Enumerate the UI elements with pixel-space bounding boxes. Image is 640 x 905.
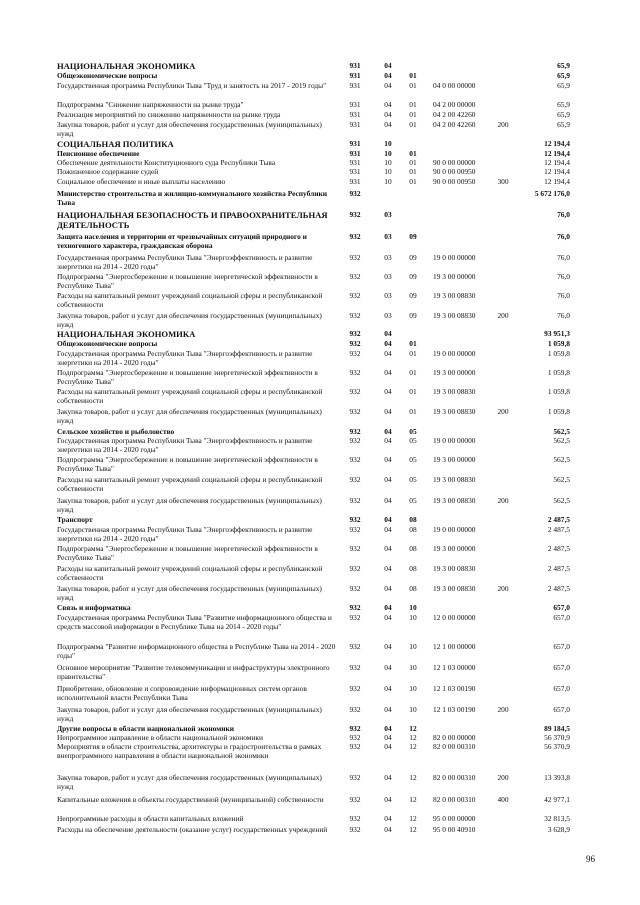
section-code: 03 bbox=[384, 210, 392, 219]
amount: 1 059,8 bbox=[547, 368, 570, 377]
row-name: Капитальные вложения в объекты государственной (муниципальной) собственности bbox=[57, 795, 324, 804]
department-code: 931 bbox=[349, 120, 361, 129]
target-item-code: 19 3 00 00000 bbox=[433, 455, 476, 464]
amount: 65,9 bbox=[557, 120, 570, 129]
section-code: 04 bbox=[384, 544, 392, 553]
section-code: 04 bbox=[384, 663, 392, 672]
amount: 657,0 bbox=[553, 642, 570, 651]
department-code: 931 bbox=[349, 71, 361, 80]
subsection-code: 01 bbox=[409, 81, 417, 90]
section-code: 10 bbox=[384, 177, 392, 186]
amount: 12 194,4 bbox=[544, 177, 570, 186]
section-code: 04 bbox=[384, 100, 392, 109]
department-code: 932 bbox=[349, 232, 361, 241]
expense-type-code: 200 bbox=[497, 311, 509, 320]
target-item-code: 12 0 00 00000 bbox=[433, 613, 476, 622]
row-name: Подпрограмма "Развитие информационного общества в Республике Тыва на 2014 - 2020 годы" bbox=[57, 642, 336, 660]
amount: 562,5 bbox=[553, 455, 570, 464]
target-item-code: 90 0 00 00950 bbox=[433, 177, 476, 186]
subsection-code: 05 bbox=[409, 427, 417, 436]
row-name: Государственная программа Республики Тыва "Труд и занятость на 2017 - 2019 годы" bbox=[57, 81, 327, 90]
amount: 657,0 bbox=[553, 603, 570, 612]
section-code: 03 bbox=[384, 311, 392, 320]
amount: 42 977,1 bbox=[544, 795, 570, 804]
amount: 657,0 bbox=[553, 684, 570, 693]
department-code: 932 bbox=[349, 329, 361, 338]
department-code: 932 bbox=[349, 427, 361, 436]
row-name: Подпрограмма "Снижение напряженности на рынке труда" bbox=[57, 100, 244, 109]
department-code: 932 bbox=[349, 496, 361, 505]
section-code: 04 bbox=[384, 642, 392, 651]
target-item-code: 12 1 00 00000 bbox=[433, 642, 476, 651]
department-code: 932 bbox=[349, 684, 361, 693]
department-code: 931 bbox=[349, 110, 361, 119]
target-item-code: 19 0 00 00000 bbox=[433, 436, 476, 445]
subsection-code: 12 bbox=[409, 814, 417, 823]
amount: 657,0 bbox=[553, 613, 570, 622]
row-name: НАЦИОНАЛЬНАЯ БЕЗОПАСНОСТЬ И ПРАВООХРАНИТЕЛЬНАЯ ДЕЯТЕЛЬНОСТЬ bbox=[57, 210, 328, 230]
amount: 76,0 bbox=[557, 232, 570, 241]
section-code: 04 bbox=[384, 525, 392, 534]
row-name: Социальное обеспечение и иные выплаты населению bbox=[57, 177, 226, 186]
target-item-code: 19 0 00 00000 bbox=[433, 253, 476, 262]
row-name: Расходы на капитальный ремонт учреждений социальной сферы и республиканской собственности bbox=[57, 291, 323, 309]
section-code: 04 bbox=[384, 81, 392, 90]
amount: 5 672 176,0 bbox=[534, 189, 570, 198]
department-code: 931 bbox=[349, 177, 361, 186]
department-code: 932 bbox=[349, 253, 361, 262]
row-name: НАЦИОНАЛЬНАЯ ЭКОНОМИКА bbox=[57, 61, 196, 71]
subsection-code: 12 bbox=[409, 795, 417, 804]
row-name: Обеспечение деятельности Конституционного суда Республики Тыва bbox=[57, 158, 276, 167]
amount: 65,9 bbox=[557, 100, 570, 109]
row-name: Непрограммное направление в области национальной экономики bbox=[57, 733, 263, 742]
subsection-code: 01 bbox=[409, 407, 417, 416]
subsection-code: 12 bbox=[409, 742, 417, 751]
department-code: 931 bbox=[349, 81, 361, 90]
target-item-code: 19 3 00 08830 bbox=[433, 496, 476, 505]
amount: 2 487,5 bbox=[547, 544, 570, 553]
section-code: 10 bbox=[384, 149, 392, 158]
amount: 562,5 bbox=[553, 436, 570, 445]
department-code: 932 bbox=[349, 475, 361, 484]
department-code: 932 bbox=[349, 825, 361, 834]
subsection-code: 08 bbox=[409, 584, 417, 593]
department-code: 932 bbox=[349, 724, 361, 733]
target-item-code: 04 2 00 42260 bbox=[433, 120, 476, 129]
subsection-code: 09 bbox=[409, 311, 417, 320]
section-code: 04 bbox=[384, 814, 392, 823]
subsection-code: 01 bbox=[409, 339, 417, 348]
target-item-code: 04 2 00 42260 bbox=[433, 110, 476, 119]
row-name: Расходы на обеспечение деятельности (оказание услуг) государственных учреждений bbox=[57, 825, 328, 834]
department-code: 932 bbox=[349, 210, 361, 219]
row-name: Закупка товаров, работ и услуг для обеспечения государственных (муниципальных) нужд bbox=[57, 311, 322, 329]
expense-type-code: 200 bbox=[497, 584, 509, 593]
row-name: Общеэкономические вопросы bbox=[57, 71, 158, 80]
subsection-code: 01 bbox=[409, 100, 417, 109]
amount: 562,5 bbox=[553, 496, 570, 505]
row-name: Расходы на капитальный ремонт учреждений социальной сферы и республиканской собственности bbox=[57, 387, 323, 405]
department-code: 932 bbox=[349, 705, 361, 714]
subsection-code: 01 bbox=[409, 349, 417, 358]
expense-type-code: 400 bbox=[497, 795, 509, 804]
subsection-code: 10 bbox=[409, 613, 417, 622]
expense-type-code: 200 bbox=[497, 705, 509, 714]
row-name: Закупка товаров, работ и услуг для обеспечения государственных (муниципальных) нужд bbox=[57, 120, 322, 138]
subsection-code: 01 bbox=[409, 110, 417, 119]
target-item-code: 90 0 00 00000 bbox=[433, 158, 476, 167]
section-code: 04 bbox=[384, 603, 392, 612]
department-code: 931 bbox=[349, 100, 361, 109]
subsection-code: 09 bbox=[409, 272, 417, 281]
amount: 76,0 bbox=[557, 311, 570, 320]
row-name: НАЦИОНАЛЬНАЯ ЭКОНОМИКА bbox=[57, 329, 196, 339]
section-code: 04 bbox=[384, 496, 392, 505]
subsection-code: 12 bbox=[409, 773, 417, 782]
section-code: 04 bbox=[384, 427, 392, 436]
target-item-code: 19 3 00 00000 bbox=[433, 544, 476, 553]
section-code: 04 bbox=[384, 684, 392, 693]
section-code: 04 bbox=[384, 475, 392, 484]
target-item-code: 19 3 00 08830 bbox=[433, 475, 476, 484]
amount: 1 059,8 bbox=[547, 339, 570, 348]
row-name: СОЦИАЛЬНАЯ ПОЛИТИКА bbox=[57, 139, 174, 149]
amount: 65,9 bbox=[557, 61, 570, 70]
department-code: 932 bbox=[349, 742, 361, 751]
subsection-code: 01 bbox=[409, 71, 417, 80]
section-code: 04 bbox=[384, 110, 392, 119]
department-code: 932 bbox=[349, 515, 361, 524]
target-item-code: 95 0 00 40910 bbox=[433, 825, 476, 834]
section-code: 10 bbox=[384, 158, 392, 167]
row-name: Другие вопросы в области национальной экономики bbox=[57, 724, 235, 733]
amount: 76,0 bbox=[557, 291, 570, 300]
expense-type-code: 200 bbox=[497, 773, 509, 782]
target-item-code: 19 3 00 00000 bbox=[433, 368, 476, 377]
amount: 65,9 bbox=[557, 71, 570, 80]
section-code: 04 bbox=[384, 61, 392, 70]
subsection-code: 09 bbox=[409, 253, 417, 262]
department-code: 932 bbox=[349, 455, 361, 464]
target-item-code: 19 3 00 08830 bbox=[433, 311, 476, 320]
subsection-code: 10 bbox=[409, 684, 417, 693]
department-code: 932 bbox=[349, 339, 361, 348]
section-code: 10 bbox=[384, 139, 392, 148]
amount: 76,0 bbox=[557, 253, 570, 262]
subsection-code: 01 bbox=[409, 177, 417, 186]
target-item-code: 82 0 00 00310 bbox=[433, 742, 476, 751]
target-item-code: 95 0 00 00000 bbox=[433, 814, 476, 823]
row-name: Государственная программа Республики Тыва "Энергоэффективность и развитие энергетики на 2014 - 2020 годы" bbox=[57, 436, 313, 454]
subsection-code: 05 bbox=[409, 475, 417, 484]
row-name: Расходы на капитальный ремонт учреждений социальной сферы и республиканской собственности bbox=[57, 475, 323, 493]
section-code: 04 bbox=[384, 436, 392, 445]
row-name: Основное мероприятие "Развитие телекоммуникации и инфраструктуры электронного правительства" bbox=[57, 663, 330, 681]
amount: 56 370,9 bbox=[544, 733, 570, 742]
amount: 12 194,4 bbox=[544, 149, 570, 158]
department-code: 931 bbox=[349, 158, 361, 167]
section-code: 04 bbox=[384, 742, 392, 751]
subsection-code: 01 bbox=[409, 167, 417, 176]
row-name: Пожизненное содержание судей bbox=[57, 167, 159, 176]
amount: 657,0 bbox=[553, 663, 570, 672]
subsection-code: 05 bbox=[409, 496, 417, 505]
target-item-code: 82 0 00 00310 bbox=[433, 795, 476, 804]
department-code: 932 bbox=[349, 349, 361, 358]
section-code: 04 bbox=[384, 795, 392, 804]
department-code: 932 bbox=[349, 311, 361, 320]
department-code: 931 bbox=[349, 149, 361, 158]
department-code: 932 bbox=[349, 564, 361, 573]
subsection-code: 10 bbox=[409, 705, 417, 714]
amount: 13 393,8 bbox=[544, 773, 570, 782]
section-code: 04 bbox=[384, 733, 392, 742]
section-code: 04 bbox=[384, 387, 392, 396]
amount: 657,0 bbox=[553, 705, 570, 714]
section-code: 04 bbox=[384, 564, 392, 573]
section-code: 04 bbox=[384, 339, 392, 348]
subsection-code: 01 bbox=[409, 368, 417, 377]
subsection-code: 09 bbox=[409, 232, 417, 241]
section-code: 04 bbox=[384, 329, 392, 338]
row-name: Закупка товаров, работ и услуг для обеспечения государственных (муниципальных) нужд bbox=[57, 773, 322, 791]
target-item-code: 12 1 03 00190 bbox=[433, 684, 476, 693]
department-code: 932 bbox=[349, 436, 361, 445]
subsection-code: 01 bbox=[409, 149, 417, 158]
amount: 1 059,8 bbox=[547, 387, 570, 396]
section-code: 03 bbox=[384, 232, 392, 241]
expense-type-code: 200 bbox=[497, 120, 509, 129]
section-code: 04 bbox=[384, 613, 392, 622]
target-item-code: 04 2 00 00000 bbox=[433, 100, 476, 109]
row-name: Подпрограмма "Энергосбережение и повышение энергетической эффективности в Республике Тыва" bbox=[57, 272, 318, 290]
row-name: Министерство строительства и жилищно-коммунального хозяйства Республики Тыва bbox=[57, 189, 328, 207]
amount: 2 487,5 bbox=[547, 564, 570, 573]
amount: 1 059,8 bbox=[547, 349, 570, 358]
row-name: Государственная программа Республики Тыва "Развитие информационного общества и средств массовой информации в Республике Тыва на 2014 - 2020 годы" bbox=[57, 613, 332, 631]
section-code: 03 bbox=[384, 272, 392, 281]
amount: 1 059,8 bbox=[547, 407, 570, 416]
department-code: 932 bbox=[349, 407, 361, 416]
target-item-code: 82 0 00 00000 bbox=[433, 733, 476, 742]
target-item-code: 19 3 00 08830 bbox=[433, 291, 476, 300]
row-name: Общеэкономические вопросы bbox=[57, 339, 158, 348]
department-code: 932 bbox=[349, 272, 361, 281]
subsection-code: 10 bbox=[409, 663, 417, 672]
subsection-code: 08 bbox=[409, 564, 417, 573]
amount: 89 184,5 bbox=[544, 724, 570, 733]
subsection-code: 10 bbox=[409, 642, 417, 651]
row-name: Закупка товаров, работ и услуг для обеспечения государственных (муниципальных) нужд bbox=[57, 496, 322, 514]
department-code: 932 bbox=[349, 663, 361, 672]
target-item-code: 12 1 03 00190 bbox=[433, 705, 476, 714]
amount: 32 813,5 bbox=[544, 814, 570, 823]
section-code: 04 bbox=[384, 120, 392, 129]
target-item-code: 19 3 00 08830 bbox=[433, 564, 476, 573]
amount: 76,0 bbox=[557, 272, 570, 281]
target-item-code: 19 3 00 00000 bbox=[433, 272, 476, 281]
target-item-code: 12 1 03 00000 bbox=[433, 663, 476, 672]
section-code: 04 bbox=[384, 705, 392, 714]
row-name: Закупка товаров, работ и услуг для обеспечения государственных (муниципальных) нужд bbox=[57, 705, 322, 723]
amount: 93 951,3 bbox=[544, 329, 570, 338]
department-code: 932 bbox=[349, 814, 361, 823]
row-name: Защита населения и территории от чрезвычайных ситуаций природного и техногенного характера, гражданская оборона bbox=[57, 232, 307, 250]
subsection-code: 12 bbox=[409, 733, 417, 742]
subsection-code: 05 bbox=[409, 436, 417, 445]
target-item-code: 19 3 00 08830 bbox=[433, 407, 476, 416]
subsection-code: 10 bbox=[409, 603, 417, 612]
row-name: Государственная программа Республики Тыва "Энергоэффективность и развитие энергетики на 2014 - 2020 годы" bbox=[57, 349, 313, 367]
row-name: Непрограммные расходы в области капитальных вложений bbox=[57, 814, 244, 823]
department-code: 931 bbox=[349, 61, 361, 70]
department-code: 932 bbox=[349, 613, 361, 622]
target-item-code: 82 0 00 00310 bbox=[433, 773, 476, 782]
section-code: 04 bbox=[384, 584, 392, 593]
page-number: 96 bbox=[586, 854, 595, 864]
section-code: 03 bbox=[384, 291, 392, 300]
amount: 56 370,9 bbox=[544, 742, 570, 751]
row-name: Подпрограмма "Энергосбережение и повышение энергетической эффективности в Республике Тыва" bbox=[57, 455, 318, 473]
amount: 3 628,9 bbox=[547, 825, 570, 834]
department-code: 932 bbox=[349, 603, 361, 612]
row-name: Закупка товаров, работ и услуг для обеспечения государственных (муниципальных) нужд bbox=[57, 584, 322, 602]
subsection-code: 12 bbox=[409, 724, 417, 733]
target-item-code: 19 0 00 00000 bbox=[433, 349, 476, 358]
department-code: 932 bbox=[349, 525, 361, 534]
row-name: Приобретение, обновление и сопровождение информационных систем органов исполнительной власти Республики Тыва bbox=[57, 684, 307, 702]
section-code: 04 bbox=[384, 825, 392, 834]
row-name: Мероприятия в области строительства, архитектуры и градостроительства в рамках внепрограммного направления в области национальной экономики bbox=[57, 742, 322, 760]
section-code: 03 bbox=[384, 253, 392, 262]
row-name: Сельское хозяйство и рыболовство bbox=[57, 427, 175, 436]
section-code: 04 bbox=[384, 407, 392, 416]
target-item-code: 04 0 00 00000 bbox=[433, 81, 476, 90]
row-name: Транспорт bbox=[57, 515, 93, 524]
subsection-code: 12 bbox=[409, 825, 417, 834]
section-code: 10 bbox=[384, 167, 392, 176]
department-code: 931 bbox=[349, 167, 361, 176]
amount: 65,9 bbox=[557, 110, 570, 119]
subsection-code: 01 bbox=[409, 158, 417, 167]
expense-type-code: 300 bbox=[497, 177, 509, 186]
department-code: 932 bbox=[349, 584, 361, 593]
section-code: 04 bbox=[384, 71, 392, 80]
subsection-code: 09 bbox=[409, 291, 417, 300]
row-name: Подпрограмма "Энергосбережение и повышение энергетической эффективности в Республике Тыва" bbox=[57, 368, 318, 386]
department-code: 931 bbox=[349, 139, 361, 148]
subsection-code: 01 bbox=[409, 387, 417, 396]
amount: 76,0 bbox=[557, 210, 570, 219]
row-name: Пенсионное обеспечение bbox=[57, 149, 140, 158]
amount: 562,5 bbox=[553, 427, 570, 436]
section-code: 04 bbox=[384, 724, 392, 733]
subsection-code: 05 bbox=[409, 455, 417, 464]
amount: 2 487,5 bbox=[547, 584, 570, 593]
amount: 65,9 bbox=[557, 81, 570, 90]
row-name: Расходы на капитальный ремонт учреждений социальной сферы и республиканской собственности bbox=[57, 564, 323, 582]
row-name: Реализация мероприятий по снижению напряженности на рынке труда bbox=[57, 110, 281, 119]
expense-type-code: 200 bbox=[497, 407, 509, 416]
section-code: 04 bbox=[384, 515, 392, 524]
row-name: Связь и информатика bbox=[57, 603, 131, 612]
row-name: Государственная программа Республики Тыва "Энергоэффективность и развитие энергетики на 2014 - 2020 годы" bbox=[57, 253, 313, 271]
target-item-code: 19 3 00 08830 bbox=[433, 387, 476, 396]
department-code: 932 bbox=[349, 368, 361, 377]
department-code: 932 bbox=[349, 291, 361, 300]
expense-type-code: 200 bbox=[497, 496, 509, 505]
amount: 562,5 bbox=[553, 475, 570, 484]
target-item-code: 19 3 00 08830 bbox=[433, 584, 476, 593]
amount: 2 487,5 bbox=[547, 515, 570, 524]
department-code: 932 bbox=[349, 773, 361, 782]
department-code: 932 bbox=[349, 795, 361, 804]
section-code: 04 bbox=[384, 455, 392, 464]
amount: 12 194,4 bbox=[544, 158, 570, 167]
amount: 2 487,5 bbox=[547, 525, 570, 534]
subsection-code: 08 bbox=[409, 515, 417, 524]
section-code: 04 bbox=[384, 349, 392, 358]
section-code: 04 bbox=[384, 773, 392, 782]
target-item-code: 90 0 00 00950 bbox=[433, 167, 476, 176]
section-code: 04 bbox=[384, 368, 392, 377]
subsection-code: 01 bbox=[409, 120, 417, 129]
department-code: 932 bbox=[349, 189, 361, 198]
row-name: Закупка товаров, работ и услуг для обеспечения государственных (муниципальных) нужд bbox=[57, 407, 322, 425]
subsection-code: 08 bbox=[409, 544, 417, 553]
department-code: 932 bbox=[349, 544, 361, 553]
target-item-code: 19 0 00 00000 bbox=[433, 525, 476, 534]
subsection-code: 08 bbox=[409, 525, 417, 534]
department-code: 932 bbox=[349, 642, 361, 651]
department-code: 932 bbox=[349, 387, 361, 396]
row-name: Подпрограмма "Энергосбережение и повышение энергетической эффективности в Республике Тыва" bbox=[57, 544, 318, 562]
amount: 12 194,4 bbox=[544, 167, 570, 176]
amount: 12 194,4 bbox=[544, 139, 570, 148]
department-code: 932 bbox=[349, 733, 361, 742]
row-name: Государственная программа Республики Тыва "Энергоэффективность и развитие энергетики на 2014 - 2020 годы" bbox=[57, 525, 313, 543]
